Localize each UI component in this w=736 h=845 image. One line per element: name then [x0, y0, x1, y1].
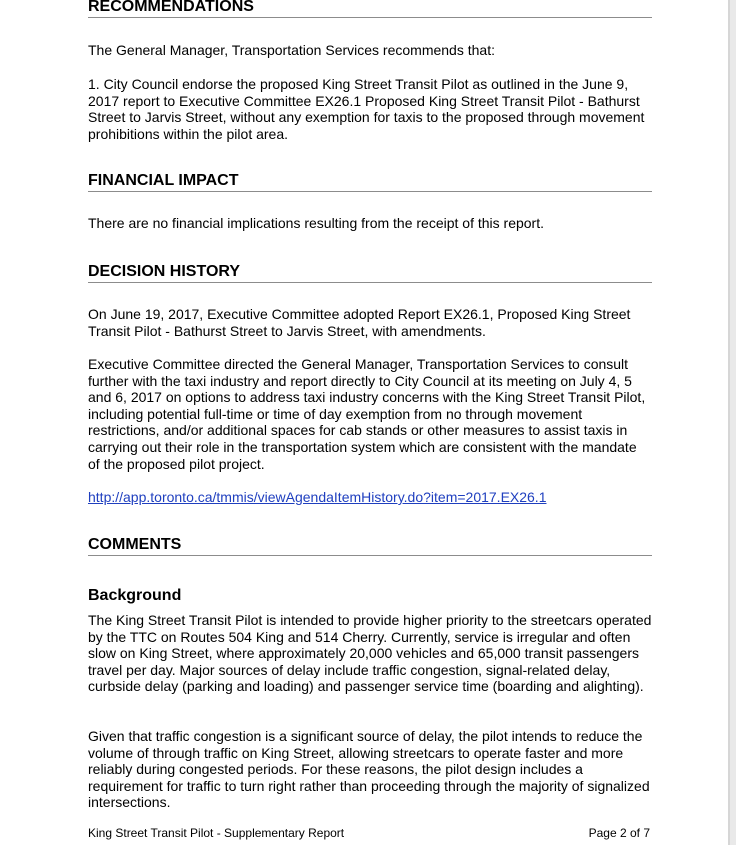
decision-history-para-1-text: On June 19, 2017, Executive Committee adopted Report EX26.1, Proposed King Street Transit Pilot - Bathurst Street to Jarvis Street, with amendments. — [88, 306, 631, 339]
financial-impact-text: There are no financial implications resulting from the receipt of this report. — [88, 215, 544, 231]
recommendations-intro-text: The General Manager, Transportation Services recommends that: — [88, 42, 495, 58]
decision-history-para-2-text: Executive Committee directed the General Manager, Transportation Services to consult further with the taxi industry and report directly to City Council at its meeting on July 4, 5 and 6, 2017 on options to address taxi industry concerns with the King Street Transit Pilot, including potential full-time or time of day exemption from no through movement restrictions, and/or additional spaces for cab stands or other measures to assist taxis in carrying out their role in the transportation system which are consistent with the mandate of the proposed pilot project. — [88, 356, 646, 472]
recommendation-item-1 — [88, 76, 652, 142]
recommendations-heading: RECOMMENDATIONS — [88, 0, 652, 18]
recommendation-item-1-text: 1. City Council endorse the proposed King Street Transit Pilot as outlined in the June 9, 2017 report to Executive Committee EX26.1 Proposed King Street Transit Pilot - Bathurst Street to Jarvis Street, without any exemption for taxis to the proposed through movement prohibitions within the pilot area. — [88, 76, 645, 142]
decision-history-heading: DECISION HISTORY — [88, 263, 652, 283]
agenda-item-history-link[interactable]: http://app.toronto.ca/tmmis/viewAgendaItemHistory.do?item=2017.EX26.1 — [88, 489, 547, 505]
background-para-1 — [88, 612, 652, 695]
financial-impact-heading: FINANCIAL IMPACT — [88, 172, 652, 192]
decision-history-link-wrap — [88, 489, 652, 506]
decision-history-para-2 — [88, 356, 652, 472]
background-subheading: Background — [88, 587, 182, 604]
recommendations-intro — [88, 42, 652, 59]
footer-page-number: Page 2 of 7 — [588, 826, 650, 840]
comments-heading: COMMENTS — [88, 536, 652, 556]
page-edge — [728, 0, 730, 845]
financial-impact-body — [88, 215, 652, 232]
background-para-1-text: The King Street Transit Pilot is intended to provide higher priority to the streetcars operated by the TTC on Routes 504 King and 514 Cherry. Currently, service is irregular and often slow on King Street, where approximately 20,000 vehicles and 65,000 transit passengers travel per day. Major sources of delay include traffic congestion, signal-related delay, curbside delay (parking and loading) and passenger service time (boarding and alighting). — [88, 612, 652, 695]
background-para-2-text: Given that traffic congestion is a significant source of delay, the pilot intends to reduce the volume of through traffic on King Street, allowing streetcars to operate faster and more reliably during congested periods. For these reasons, the pilot design includes a requirement for traffic to turn right rather than proceeding through the majority of signalized intersections. — [88, 728, 650, 811]
decision-history-para-1 — [88, 306, 652, 339]
footer-title: King Street Transit Pilot - Supplementary Report — [88, 826, 345, 840]
background-para-2 — [88, 728, 652, 811]
